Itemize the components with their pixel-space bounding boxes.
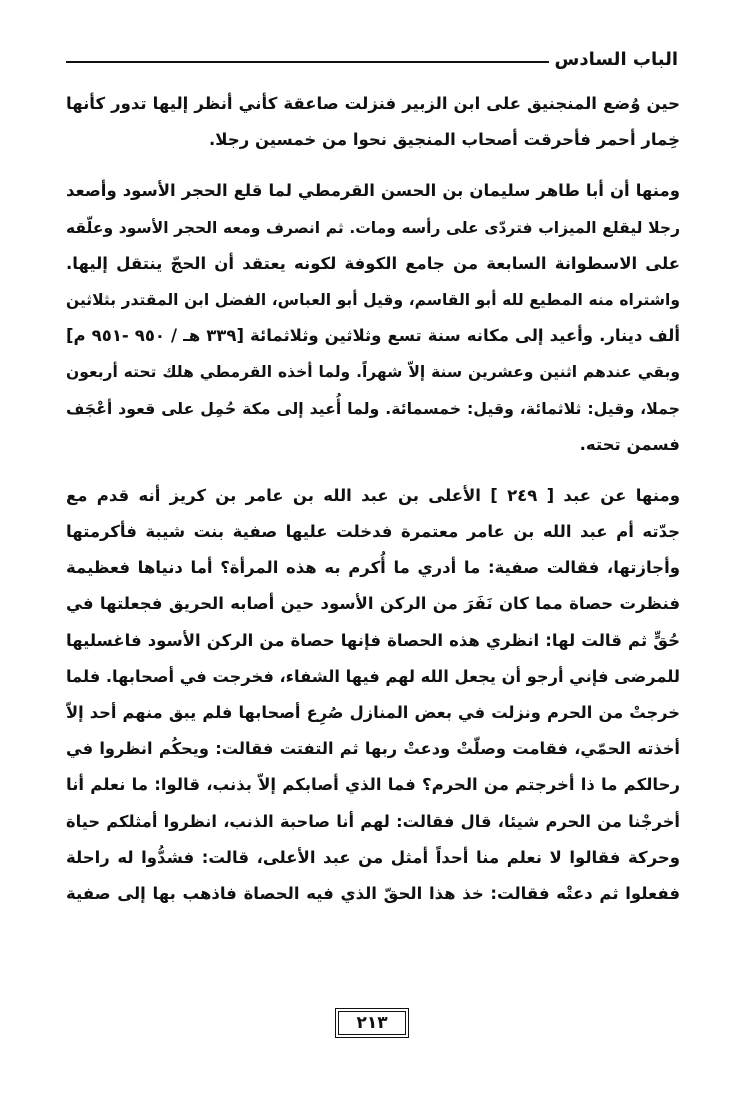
paragraph-3: [66, 478, 680, 912]
text-line: أخذته الحمّي، فقامت وصلّتْ ودعتْ ربها ثم التفتت فقالت: ويحكُم انظروا في: [66, 739, 680, 759]
text-line: وحركة فقالوا لا نعلم منا أحداً أمثل من عبد الأعلى، قالت: فشدُّوا له راحلة: [66, 847, 680, 867]
text-line: فنظرت حصاة مما كان نَفَرَ من الركن الأسود حين أصابه الحريق فجعلتها في: [66, 594, 680, 614]
text-line: جدّته أم عبد الله بن عامر معتمرة فدخلت عليها صفية بنت شيبة فأكرمتها: [66, 522, 680, 542]
running-header: [66, 44, 678, 74]
paragraph-1: [66, 86, 680, 158]
text-line: رحالكم ما ذا أخرجتم من الحرم؟ فما الذي أصابكم إلاّ بذنب، قالوا: ما نعلم أنا: [66, 775, 680, 795]
text-line: حُقٍّ ثم قالت لها: انظري هذه الحصاة فإنها حصاة من الركن الأسود فاغسليها: [66, 630, 680, 650]
text-line: وأجازتها، فقالت صفية: ما أدري ما أُكرم به هذه المرأة؟ أما دنياها فعظيمة: [66, 558, 680, 578]
paragraph-2: [66, 173, 680, 463]
text-line: أخرجْنا من الحرم شيئا، قال فقالت: لهم أنا صاحبة الذنب، انظروا أمثلكم حياة: [66, 811, 680, 831]
text-line: فسمن تحته.: [579, 434, 680, 454]
text-line: للمرضى فإني أرجو أن يجعل الله لهم فيها الشفاء، فخرجت في أصحابها. فلما: [66, 666, 680, 686]
text-line: وبقي عندهم اثنين وعشرين سنة إلاّ شهراً. ولما أخذه القرمطي هلك تحته أربعون: [66, 363, 680, 382]
header-rule: [66, 61, 549, 63]
page-number: ٢١٣: [338, 1011, 406, 1035]
text-line: حين وُضع المنجنيق على ابن الزبير فنزلت صاعقة كأني أنظر إليها تدور كأنها: [66, 94, 680, 113]
text-line: على الاسطوانة السابعة من جامع الكوفة لكونه يعتقد أن الحجّ ينتقل إليها.: [66, 253, 680, 273]
text-line: واشتراه منه المطيع لله أبو القاسم، وقيل أبو العباس، الفضل ابن المقتدر بثلاثين: [66, 290, 680, 309]
text-line: ومنها عن عبد [ ٢٤٩ ] الأعلى بن عبد الله بن عامر بن كريز أنه قدم مع: [66, 485, 680, 505]
page-number-frame: [335, 1008, 409, 1038]
text-line: ألف دينار. وأعيد إلى مكانه سنة تسع وثلاثين وثلاثمائة [٣٣٩ هـ / ٩٥٠ -٩٥١ م]: [66, 326, 680, 346]
text-line: جملا، وقيل: ثلاثمائة، وقيل: خمسمائة. ولما أُعيد إلى مكة حُمِل على قعود أعْجَف: [66, 398, 680, 418]
text-line: ومنها أن أبا طاهر سليمان بن الحسن القرمطي لما قلع الحجر الأسود وأصعد: [66, 181, 680, 201]
chapter-title: الباب السادس: [554, 48, 678, 70]
main-text: [66, 86, 680, 927]
text-line: خرجتْ من الحرم ونزلت في بعض المنازل صُرِع أصحابها فلم يبق منهم أحد إلاّ: [66, 703, 680, 722]
text-line: ففعلوا ثم دعتْه فقالت: خذ هذا الحقّ الذي فيه الحصاة فاذهب بها إلى صفية: [66, 883, 680, 903]
text-line: خِمار أحمر فأحرقت أصحاب المنجيق نحوا من خمسين رجلا.: [209, 130, 680, 150]
text-line: رجلا ليقلع الميزاب فتردّى على رأسه ومات. ثم انصرف ومعه الحجر الأسود وعلّقه: [66, 218, 680, 237]
